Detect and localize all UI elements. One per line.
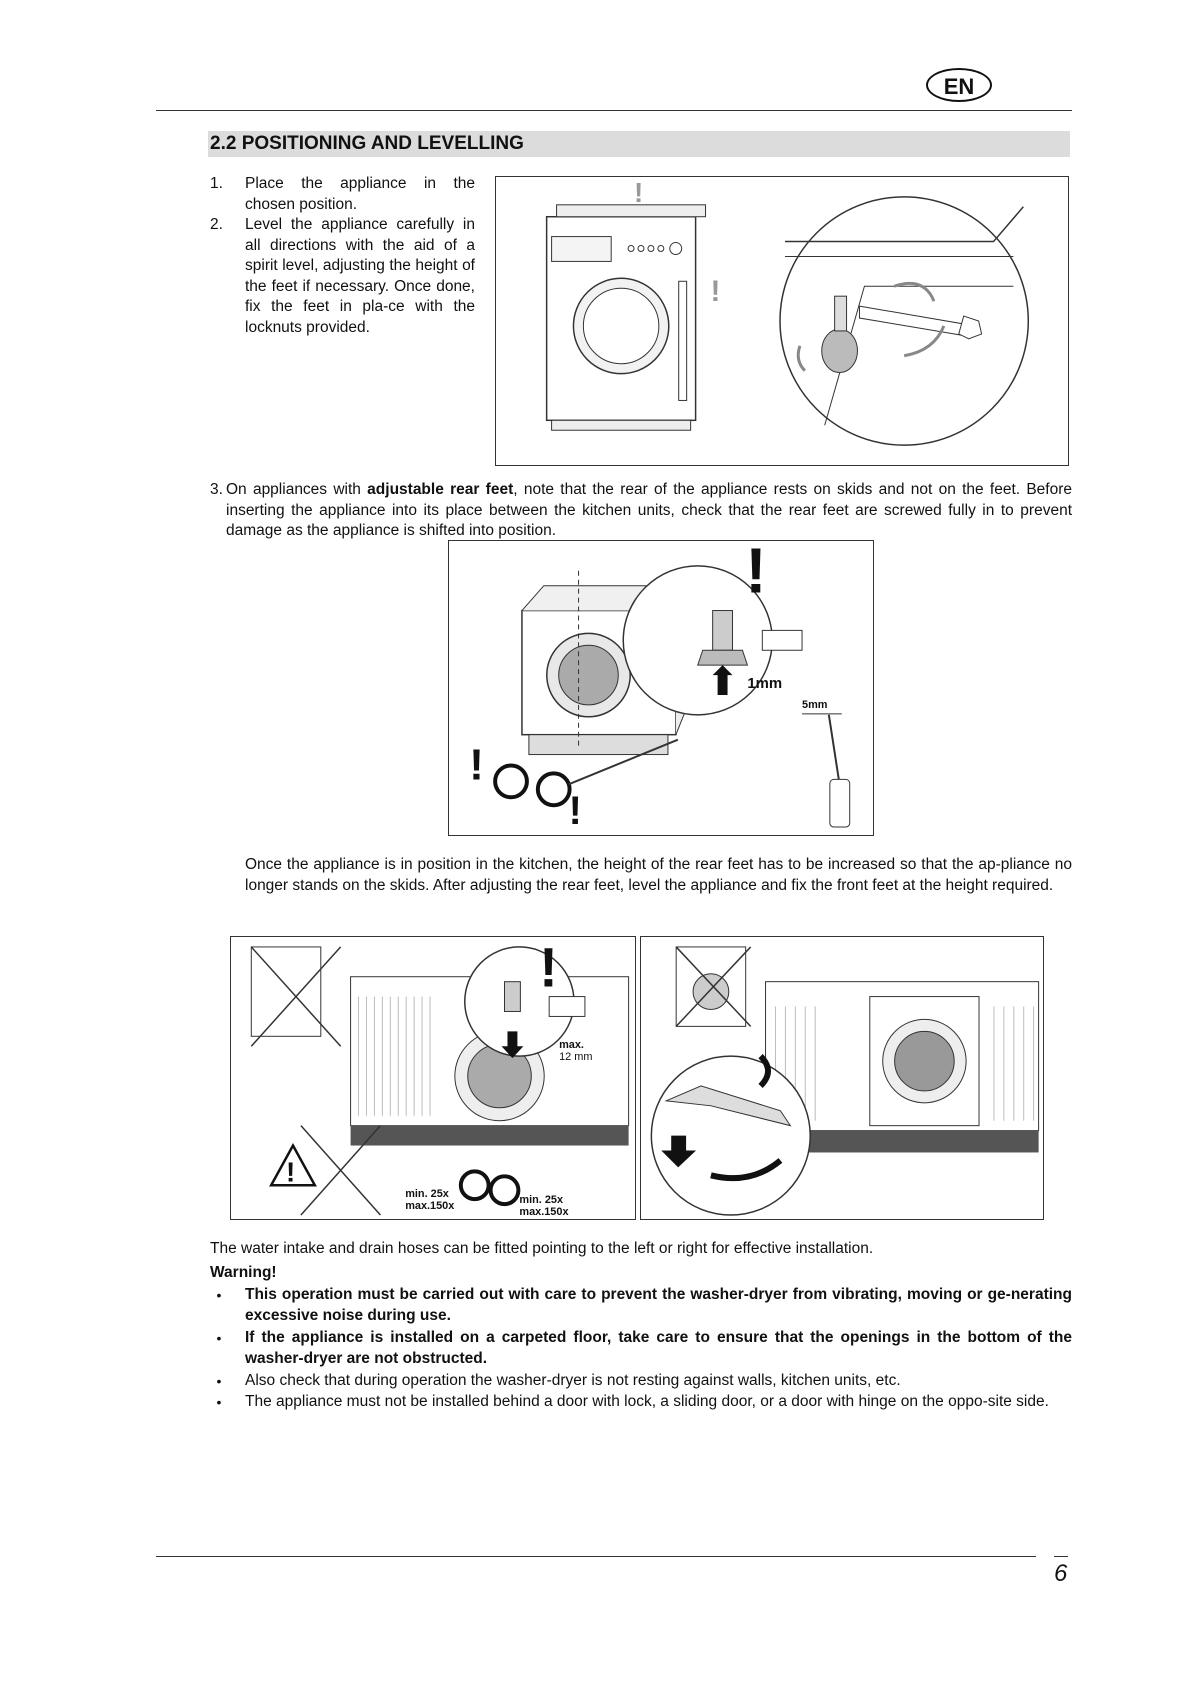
header-rule — [156, 110, 1072, 111]
step-2-text: Level the appliance carefully in all directions with the aid of a spirit level, adjusting the height of the feet if necessary. Once done, fix the feet in pla-ce with the locknuts provided. — [245, 216, 475, 336]
svg-text:!: ! — [286, 1156, 296, 1188]
rear-feet-illustration — [449, 541, 873, 835]
label-max-b: max.150x — [519, 1206, 569, 1219]
hoses-paragraph: The water intake and drain hoses can be fitted pointing to the left or right for effective installation. — [210, 1240, 874, 1257]
step-3-text — [226, 480, 1072, 542]
warning-bullet-2: • — [216, 1330, 222, 1346]
svg-text:!: ! — [568, 789, 582, 834]
label-1mm: 1mm — [747, 676, 783, 692]
label-max-a: max.150x — [405, 1200, 455, 1213]
warning-bullet-3: • — [216, 1373, 222, 1389]
levelling-illustration — [496, 177, 1068, 465]
label-min-a: min. 25x — [405, 1188, 449, 1201]
step-3-text-before: On appliances with — [226, 481, 368, 498]
step-3-number: 3. — [210, 481, 223, 498]
step-3-text-bold: adjustable rear feet — [367, 481, 514, 498]
figure-kitchen-right — [640, 936, 1044, 1220]
warning-bullet-4: • — [216, 1394, 222, 1410]
warning-item-2: If the appliance is installed on a carpeted floor, take care to ensure that the openings in the bottom of the washer-dryer are not obstructed. — [245, 1329, 1072, 1367]
svg-text:!: ! — [745, 541, 767, 607]
label-12mm: 12 mm — [559, 1051, 593, 1064]
rear-feet-paragraph: Once the appliance is in position in the kitchen, the height of the rear feet has to be increased so that the ap-pliance no longer stands on the skids. After adjusting the rear feet, level the appliance and fix the front feet at the height required. — [245, 856, 1072, 894]
page-number: 6 — [1054, 1560, 1068, 1587]
figure-kitchen-left — [230, 936, 636, 1220]
step-2-number: 2. — [210, 216, 223, 233]
svg-text:!: ! — [634, 177, 644, 208]
figure-rear-feet — [448, 540, 874, 836]
svg-text:!: ! — [710, 275, 721, 309]
svg-text:!: ! — [539, 937, 558, 999]
warning-item-4: The appliance must not be installed behind a door with lock, a sliding door, or a door with hinge on the oppo-site side. — [245, 1393, 1049, 1410]
footer-rule — [156, 1556, 1036, 1557]
warning-title: Warning! — [210, 1264, 277, 1281]
warning-bullet-1: • — [216, 1287, 222, 1303]
kitchen-right-illustration — [641, 937, 1043, 1219]
footer-rule-short — [1054, 1556, 1068, 1557]
warning-item-3: Also check that during operation the washer-dryer is not resting against walls, kitchen units, etc. — [245, 1372, 901, 1389]
label-max: max. — [559, 1039, 584, 1052]
label-min-b: min. 25x — [519, 1194, 564, 1207]
step-3-text-after: , note that the rear of the appliance rests on skids and not on the feet. Before inserting the appliance into its place between the kitchen units, check that the rear feet are screwed fully in to prevent damage as the appliance is shifted into position. — [226, 481, 1072, 539]
language-badge: EN — [926, 68, 992, 102]
kitchen-left-illustration — [231, 937, 635, 1219]
svg-text:!: ! — [469, 740, 484, 790]
warning-item-1: This operation must be carried out with care to prevent the washer-dryer from vibrating, moving or ge-nerating excessive noise during use. — [245, 1286, 1072, 1324]
section-title: 2.2 POSITIONING AND LEVELLING — [208, 131, 1070, 157]
step-1-text: Place the appliance in the chosen position. — [245, 175, 475, 213]
step-1-number: 1. — [210, 175, 223, 192]
figure-levelling — [495, 176, 1069, 466]
label-5mm: 5mm — [802, 698, 828, 711]
